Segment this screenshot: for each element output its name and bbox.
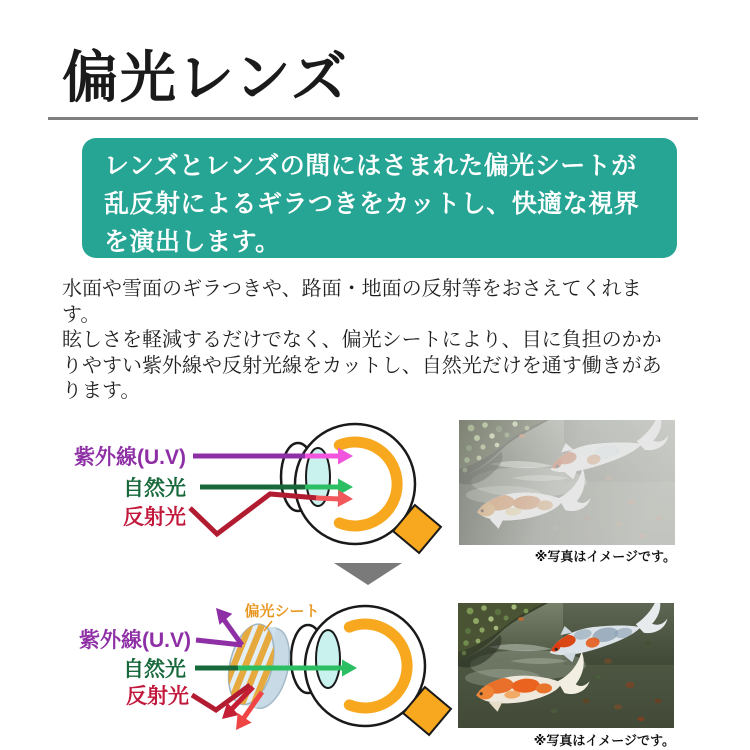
down-arrow-icon <box>334 563 402 585</box>
description-paragraph: 眩しさを軽減するだけでなく、偏光シートにより、目に負担のかかりやすい紫外線や反射光線をカットし、自然光だけを通す働きがあります。 <box>62 329 662 402</box>
polarized-sheet-label: 偏光シート <box>244 603 320 620</box>
koi-pond-photo-hazy <box>459 420 675 545</box>
reflected-light-label: 反射光 <box>123 506 186 529</box>
diagram-with-sheet <box>60 593 460 750</box>
description-paragraph: 水面や雪面のギラつきや、路面・地面の反射等をおさえてくれます。 <box>62 278 642 326</box>
title-divider <box>48 117 698 120</box>
page-title: 偏光レンズ <box>62 46 349 109</box>
intro-highlight-box <box>82 138 677 258</box>
description-text <box>62 277 662 405</box>
koi-pond-photo-clear <box>458 603 674 728</box>
uv-light-label: 紫外線(U.V) <box>79 629 191 652</box>
diagram-without-sheet <box>60 413 460 563</box>
natural-light-label: 自然光 <box>123 477 186 500</box>
intro-line: レンズとレンズの間にはさまれた偏光シートが <box>104 152 637 180</box>
photo-caption: ※写真はイメージです。 <box>534 549 676 564</box>
intro-line: 乱反射によるギラつきをカットし、快適な視界 <box>104 190 640 218</box>
uv-arrow-blocked-icon <box>196 602 242 645</box>
uv-light-label: 紫外線(U.V) <box>74 446 186 469</box>
natural-light-label: 自然光 <box>123 658 186 681</box>
photo-caption: ※写真はイメージです。 <box>533 733 675 748</box>
reflected-light-label: 反射光 <box>126 685 189 708</box>
intro-line: を演出します。 <box>104 228 281 256</box>
